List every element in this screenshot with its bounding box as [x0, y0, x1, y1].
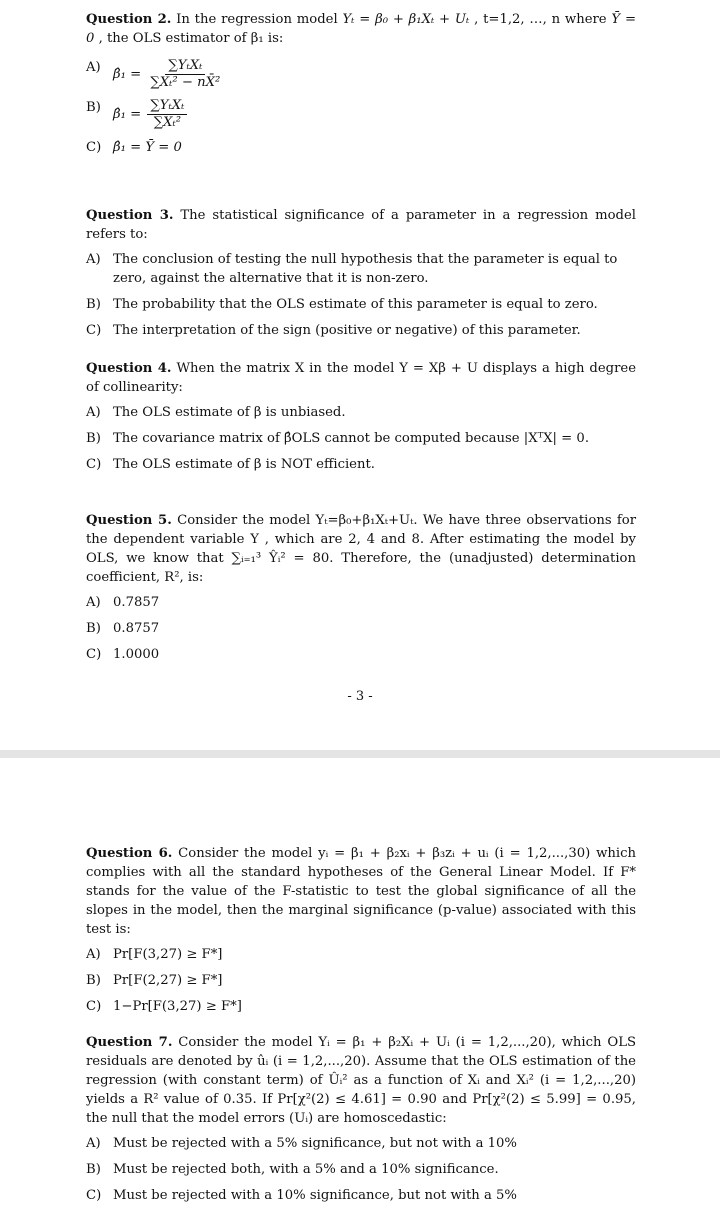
question-6-option-b[interactable]: B) Pr[F(2,27) ≥ F*]: [86, 973, 223, 988]
question-2-condition: Ȳ = 0: [86, 12, 636, 46]
question-6-label: Question 6.: [86, 846, 173, 861]
question-4-stem: Question 4. When the matrix X in the model Y = Xβ + U displays a high degree of collinearity:: [86, 361, 637, 395]
question-3-option-c[interactable]: C) The interpretation of the sign (positive or negative) of this parameter.: [86, 323, 581, 338]
question-7-stem: Question 7. Consider the model Yᵢ = β₁ + β₂Xᵢ + Uᵢ (i = 1,2,...,20), which OLS residuals are denoted by ûᵢ (i = 1,2,...,20). Assume that the OLS estimation of the regression (with constant term) of Ûᵢ² as a function of Xᵢ and Xᵢ² (i = 1,2,...,20) yields a R² value of 0.35. If Pr[χ²(2) ≤ 4.61] = 0.90 and Pr[χ²(2) ≤ 5.99] = 0.95, the null that the model errors (Uᵢ) are homoscedastic:: [86, 1035, 636, 1126]
question-3-stem: Question 3. The statistical significance of a parameter in a regression model refers to:: [86, 208, 636, 242]
exam-page-4: [0, 758, 720, 1225]
page-separator: [0, 750, 720, 758]
question-7-option-a[interactable]: A) Must be rejected with a 5% significance, but not with a 10%: [86, 1136, 517, 1151]
question-6-stem: Question 6. Consider the model yᵢ = β₁ + β₂xᵢ + β₃zᵢ + uᵢ (i = 1,2,...,30) which complies with all the standard hypotheses of the General Linear Model. If F* stands for the value of the F-statistic to test the global significance of all the slopes in the model, then the marginal significance (p-value) associated with this test is:: [86, 846, 636, 937]
question-7-label: Question 7.: [86, 1035, 173, 1050]
formula-fraction: $\frac{\text{∑YₜXₜ}}{\text{∑Xₜ² − nX̄²}}$: [150, 58, 221, 90]
question-5-stem: Question 5. Consider the model Yₜ=β₀+β₁Xₜ+Uₜ. We have three observations for the dependent variable Y , which are 2, 4 and 8. After estimating the model by OLS, we know that ∑ᵢ₌₁³ Ŷᵢ² = 80. Therefore, the (unadjusted) determination coefficient, R², is:: [86, 513, 637, 585]
question-5-option-b[interactable]: B) 0.8757: [86, 621, 160, 636]
question-3-option-b[interactable]: B) The probability that the OLS estimate of this parameter is equal to zero.: [86, 297, 598, 312]
question-3: [86, 206, 636, 347]
question-5-option-c[interactable]: C) 1.0000: [86, 647, 160, 662]
question-3-option-a[interactable]: A) The conclusion of testing the null hypothesis that the parameter is equal to zero, against the alternative that it is non-zero.: [86, 252, 618, 286]
question-7: [86, 1033, 636, 1212]
page-number: - 3 -: [347, 689, 373, 704]
question-5-label: Question 5.: [86, 513, 172, 528]
question-2-option-b[interactable]: B) β̂₁ = $\frac{\text{∑YₜXₜ}}{\text{∑Xₜ²}}$: [86, 98, 636, 131]
question-4-label: Question 4.: [86, 361, 172, 376]
question-2-stem: Question 2. In the regression model Yₜ = β₀ + β₁Xₜ + Uₜ , t=1,2, …, n where Ȳ = 0 , the OLS estimator of β₁ is:: [86, 12, 636, 46]
question-5: [86, 511, 636, 671]
question-4: [86, 359, 636, 481]
question-2-option-c[interactable]: C) β̂₁ = Ȳ = 0: [86, 140, 182, 155]
question-4-option-c[interactable]: C) The OLS estimate of β is NOT efficient.: [86, 457, 375, 472]
question-2-label: Question 2.: [86, 12, 172, 27]
question-4-option-a[interactable]: A) The OLS estimate of β is unbiased.: [86, 405, 346, 420]
question-2-option-a[interactable]: A) β̂₁ = $\frac{\text{∑YₜXₜ}}{\text{∑Xₜ² − nX̄²}}$: [86, 58, 636, 91]
question-2: [86, 10, 636, 164]
question-2-model: Yₜ = β₀ + β₁Xₜ + Uₜ: [342, 12, 470, 27]
formula-fraction: $\frac{\text{∑YₜXₜ}}{\text{∑Xₜ²}}$: [147, 98, 187, 131]
question-6-option-c[interactable]: C) 1−Pr[F(3,27) ≥ F*]: [86, 999, 242, 1014]
question-7-option-c[interactable]: C) Must be rejected with a 10% significance, but not with a 5%: [86, 1188, 517, 1203]
question-5-option-a[interactable]: A) 0.7857: [86, 595, 160, 610]
question-4-option-b[interactable]: B) The covariance matrix of β̂OLS cannot be computed because |XᵀX| = 0.: [86, 431, 590, 446]
question-7-option-b[interactable]: B) Must be rejected both, with a 5% and a 10% significance.: [86, 1162, 499, 1177]
question-6: [86, 844, 636, 1023]
question-6-option-a[interactable]: A) Pr[F(3,27) ≥ F*]: [86, 947, 223, 962]
question-3-label: Question 3.: [86, 208, 174, 223]
